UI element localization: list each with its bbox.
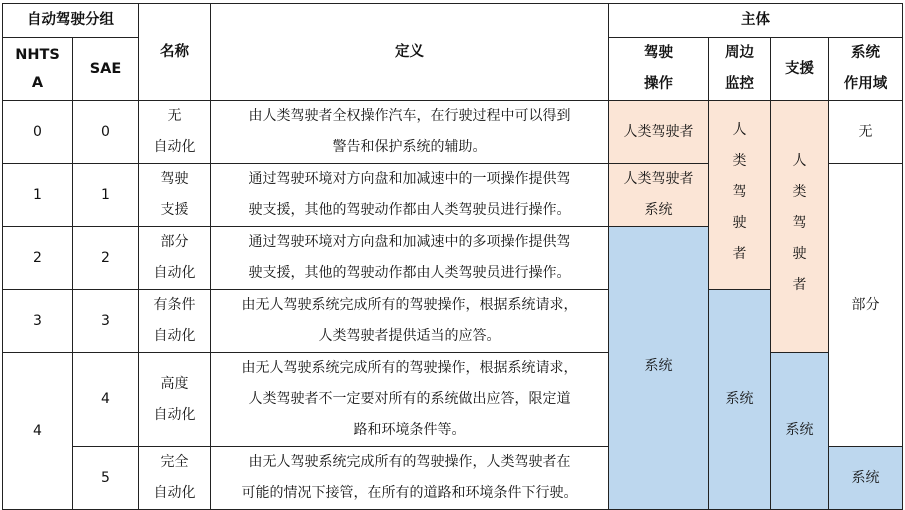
row3-definition: 由无人驾驶系统完成所有的驾驶操作，根据系统请求， 人类驾驶者提供适当的应答。 bbox=[211, 290, 609, 353]
control-human-system: 人类驾驶者 系统 bbox=[609, 164, 709, 227]
row4-name: 高度 自动化 bbox=[139, 353, 211, 447]
header-definition: 定义 bbox=[211, 4, 609, 101]
support-human-char: 驾 bbox=[792, 215, 807, 231]
header-name: 名称 bbox=[139, 4, 211, 101]
row1-nhtsa: 1 bbox=[3, 164, 73, 227]
domain-partial: 部分 bbox=[829, 164, 903, 447]
domain-none: 无 bbox=[829, 101, 903, 164]
header-sae: SAE bbox=[73, 38, 139, 101]
support-human-char: 类 bbox=[792, 184, 807, 200]
row2-sae: 2 bbox=[73, 227, 139, 290]
row2-definition: 通过驾驶环境对方向盘和加减速中的多项操作提供驾 驶支援，其他的驾驶动作都由人类驾驶员进行操作。 bbox=[211, 227, 609, 290]
row2-name: 部分 自动化 bbox=[139, 227, 211, 290]
support-human-char: 者 bbox=[792, 277, 807, 293]
row0-sae: 0 bbox=[73, 101, 139, 164]
row0-name: 无 自动化 bbox=[139, 101, 211, 164]
row5-sae: 5 bbox=[73, 447, 139, 510]
automation-levels-table bbox=[2, 3, 903, 510]
row3-nhtsa: 3 bbox=[3, 290, 73, 353]
row1-name: 驾驶 支援 bbox=[139, 164, 211, 227]
row1-definition: 通过驾驶环境对方向盘和加减速中的一项操作提供驾 驶支援，其他的驾驶动作都由人类驾驶员进行操作。 bbox=[211, 164, 609, 227]
header-nhtsa bbox=[3, 38, 73, 101]
monitor-human bbox=[709, 101, 771, 290]
monitor-human-char: 驶 bbox=[732, 215, 747, 231]
row1-sae: 1 bbox=[73, 164, 139, 227]
header-nhtsa-text: NHTS A bbox=[15, 47, 60, 91]
monitor-human-char: 者 bbox=[732, 246, 747, 262]
monitor-human-char: 驾 bbox=[732, 184, 747, 200]
header-subject: 主体 bbox=[609, 4, 903, 38]
header-monitor-text: 周边 监控 bbox=[725, 45, 754, 92]
control-system: 系统 bbox=[609, 227, 709, 510]
monitor-human-char: 类 bbox=[732, 153, 747, 169]
row4-nhtsa: 4 bbox=[3, 353, 73, 510]
support-system: 系统 bbox=[771, 353, 829, 510]
header-support: 支援 bbox=[771, 38, 829, 101]
monitor-system: 系统 bbox=[709, 290, 771, 510]
row4-sae: 4 bbox=[73, 353, 139, 447]
monitor-human-char: 人 bbox=[732, 122, 747, 138]
row0-definition: 由人类驾驶者全权操作汽车，在行驶过程中可以得到 警告和保护系统的辅助。 bbox=[211, 101, 609, 164]
support-human-char: 驶 bbox=[792, 246, 807, 262]
row3-sae: 3 bbox=[73, 290, 139, 353]
row0-nhtsa: 0 bbox=[3, 101, 73, 164]
row4-definition: 由无人驾驶系统完成所有的驾驶操作，根据系统请求， 人类驾驶者不一定要对所有的系统做出应答，限定道 路和环境条件等。 bbox=[211, 353, 609, 447]
header-control bbox=[609, 38, 709, 101]
row3-name: 有条件 自动化 bbox=[139, 290, 211, 353]
header-monitor bbox=[709, 38, 771, 101]
domain-system: 系统 bbox=[829, 447, 903, 510]
control-human: 人类驾驶者 bbox=[609, 101, 709, 164]
header-group: 自动驾驶分组 bbox=[3, 4, 139, 38]
row2-nhtsa: 2 bbox=[3, 227, 73, 290]
header-domain-text: 系统 作用域 bbox=[843, 45, 888, 92]
row5-definition: 由无人驾驶系统完成所有的驾驶操作，人类驾驶者在 可能的情况下接管，在所有的道路和环境条件下行驶。 bbox=[211, 447, 609, 510]
header-control-text: 驾驶 操作 bbox=[644, 45, 673, 92]
header-domain bbox=[829, 38, 903, 101]
row5-name: 完全 自动化 bbox=[139, 447, 211, 510]
support-human-char: 人 bbox=[792, 153, 807, 169]
support-human bbox=[771, 101, 829, 353]
